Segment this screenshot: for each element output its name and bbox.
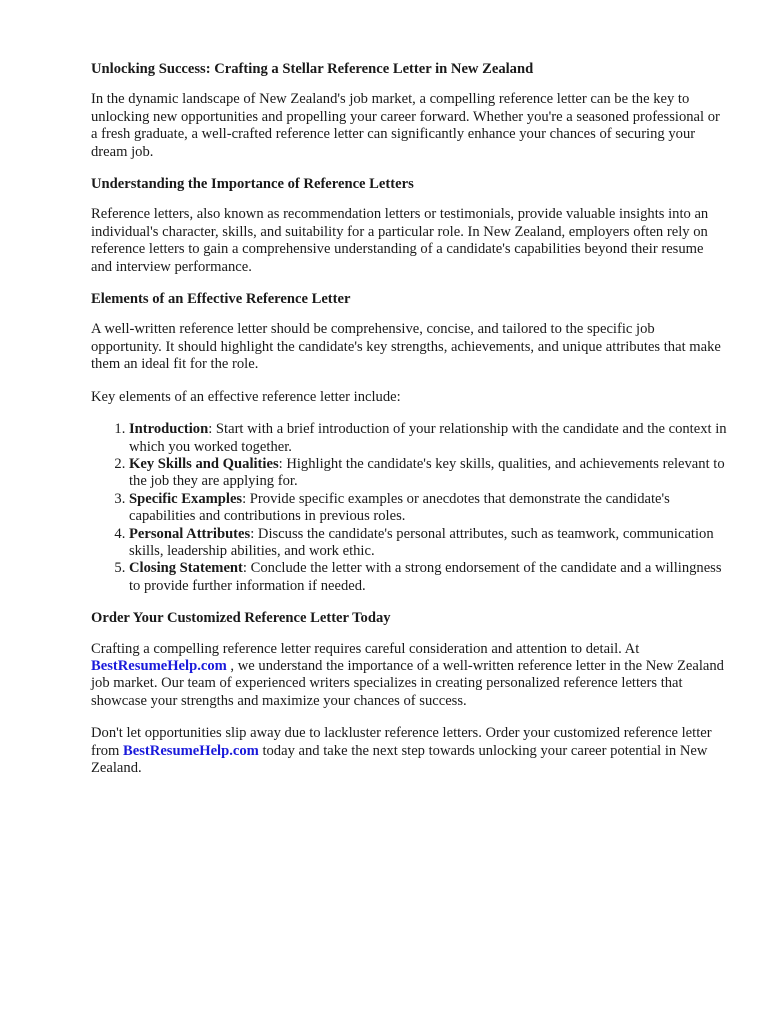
list-item xyxy=(129,526,728,561)
list-item-text: : Start with a brief introduction of your relationship with the candidate and the context in which you worked together. xyxy=(129,421,727,455)
bestresumehelp-link[interactable]: BestResumeHelp.com xyxy=(91,657,227,674)
order-p1-text-before: Crafting a compelling reference letter requires careful consideration and attention to detail. At xyxy=(91,640,640,657)
document-title: Unlocking Success: Crafting a Stellar Reference Letter in New Zealand xyxy=(91,61,534,77)
order-paragraph-1 xyxy=(91,641,728,711)
section-heading-order: Order Your Customized Reference Letter Today xyxy=(91,610,391,627)
list-item xyxy=(129,421,728,456)
list-item xyxy=(129,491,728,526)
list-item-text: : Highlight the candidate's key skills, qualities, and achievements relevant to the job they are applying for. xyxy=(129,455,725,490)
list-item-term: Introduction xyxy=(129,421,209,438)
list-item-term: Specific Examples xyxy=(129,490,243,507)
section-heading-elements: Elements of an Effective Reference Letter xyxy=(91,291,351,308)
list-item-text: : Conclude the letter with a strong endorsement of the candidate and a willingness to provide further information if needed. xyxy=(129,560,722,594)
list-item-term: Personal Attributes xyxy=(129,525,251,542)
list-item-text: : Discuss the candidate's personal attributes, such as teamwork, communication skills, leadership abilities, and work ethic. xyxy=(129,525,714,559)
section-heading-importance: Understanding the Importance of Reference Letters xyxy=(91,176,414,193)
bestresumehelp-link[interactable]: BestResumeHelp.com xyxy=(123,742,259,759)
importance-paragraph: Reference letters, also known as recommendation letters or testimonials, provide valuable insights into an individual's character, skills, and suitability for a particular role. In New Zealand, employers often rely on reference letters to gain a comprehensive understanding of a candidate's capabilities beyond their resume and interview performance. xyxy=(91,206,709,275)
list-item xyxy=(129,560,728,595)
list-intro: Key elements of an effective reference letter include: xyxy=(91,388,401,405)
list-item xyxy=(129,456,728,491)
order-p1-text-after: , we understand the importance of a well-written reference letter in the New Zealand job market. Our team of experienced writers specializes in creating personalized reference letters that showcase your strengths and maximize your chances of success. xyxy=(91,657,724,709)
order-p2-text-after: today and take the next step towards unlocking your career potential in New Zealand. xyxy=(91,742,708,776)
elements-paragraph: A well-written reference letter should be comprehensive, concise, and tailored to the specific job opportunity. It should highlight the candidate's key strengths, achievements, and unique attributes that make them an ideal fit for the role. xyxy=(91,321,721,373)
list-item-text: : Provide specific examples or anecdotes that demonstrate the candidate's capabilities and contributions in previous roles. xyxy=(129,490,670,525)
order-paragraph-2 xyxy=(91,725,728,777)
list-item-term: Key Skills and Qualities xyxy=(129,455,279,472)
intro-paragraph: In the dynamic landscape of New Zealand's job market, a compelling reference letter can be the key to unlocking new opportunities and propelling your career forward. Whether you're a seasoned professional or a fresh graduate, a well-crafted reference letter can significantly enhance your chances of securing your dream job. xyxy=(91,91,720,160)
list-item-term: Closing Statement xyxy=(129,560,243,577)
key-elements-list xyxy=(91,421,728,595)
order-p2-text-before: Don't let opportunities slip away due to lackluster reference letters. Order your customized reference letter from xyxy=(91,725,712,759)
